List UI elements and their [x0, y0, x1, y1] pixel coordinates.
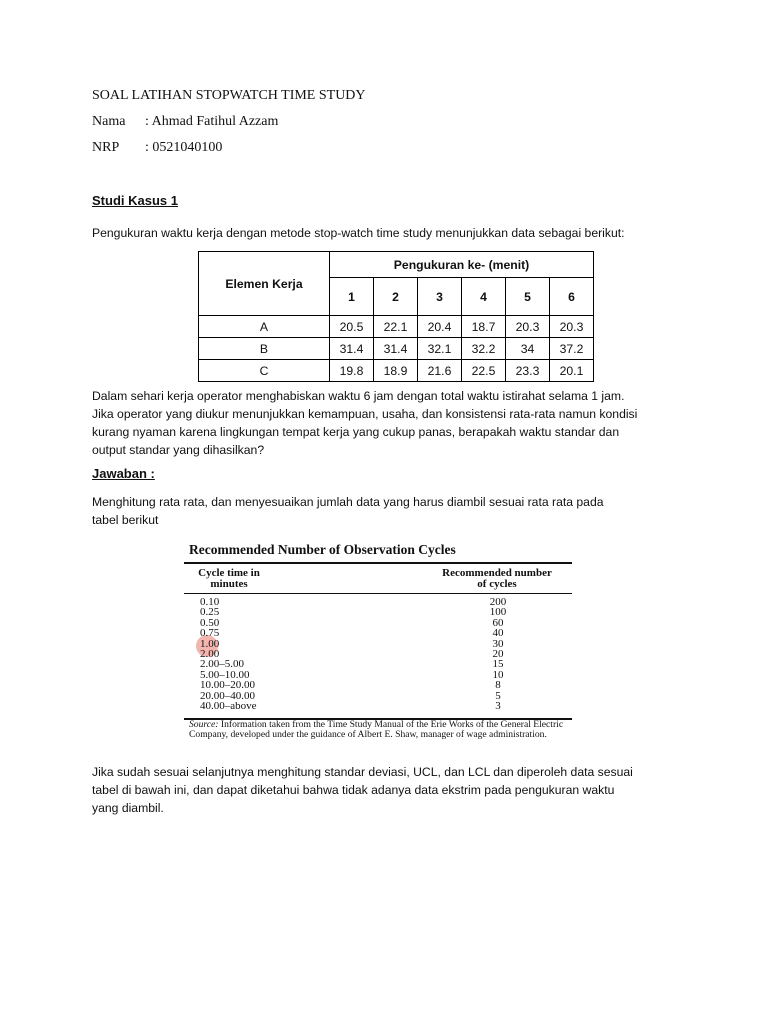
answer-line: yang diambil. — [92, 801, 164, 815]
list-item: 20 — [492, 648, 504, 661]
answer-line: tabel berikut — [92, 513, 159, 527]
question-paragraph — [92, 387, 668, 459]
row-label: B — [199, 338, 330, 360]
row-label: C — [199, 360, 330, 382]
source-text: Information taken from the Time Study Manual of the Erie Works of the General Electric Company, developed under the guidance of Albert E. Shaw, manager of wage administration. — [189, 719, 564, 741]
table-cell: 20.5 — [330, 316, 374, 338]
name-label: Nama — [92, 114, 126, 129]
reference-cycles — [482, 597, 514, 711]
question-line: kurang nyaman karena lingkungan tempat kerja yang cukup panas, berapakah waktu standar dan — [92, 425, 620, 439]
list-item: 3 — [495, 700, 501, 713]
list-item: 0.50 — [200, 616, 220, 629]
reference-title: Recommended Number of Observation Cycles — [189, 542, 456, 557]
column-header: 5 — [506, 278, 550, 316]
table-cell: 31.4 — [330, 338, 374, 360]
list-item: 15 — [492, 658, 504, 671]
column-header: 1 — [330, 278, 374, 316]
list-item: 1.00 — [200, 637, 220, 650]
list-item: 0.75 — [200, 627, 220, 640]
name-value: : Ahmad Fatihul Azzam — [145, 114, 279, 129]
list-item: 2.00 — [200, 648, 220, 661]
source-label: Source: — [189, 719, 219, 730]
answer-line: tabel di bawah ini, dan dapat diketahui bahwa tidak adanya data ekstrim pada pengukuran waktu — [92, 783, 615, 797]
answer-paragraph-2 — [92, 763, 668, 817]
reference-top-rule — [184, 562, 572, 564]
list-item: 8 — [495, 679, 501, 692]
reference-col1-header-line: Cycle time in — [198, 567, 260, 579]
table-row — [199, 316, 594, 338]
case-title: Studi Kasus 1 — [92, 193, 178, 208]
table-cell: 21.6 — [418, 360, 462, 382]
reference-header-rule — [184, 593, 572, 594]
reference-col1-header — [189, 568, 269, 590]
table-cell: 22.5 — [462, 360, 506, 382]
table-cell: 22.1 — [374, 316, 418, 338]
list-item: 40.00–above — [200, 700, 257, 713]
document-title: SOAL LATIHAN STOPWATCH TIME STUDY — [92, 88, 366, 103]
list-item: 0.25 — [200, 606, 220, 619]
table-cell: 23.3 — [506, 360, 550, 382]
nrp-line — [92, 139, 222, 157]
row-label: A — [199, 316, 330, 338]
table-cell: 20.3 — [550, 316, 594, 338]
column-header: 4 — [462, 278, 506, 316]
table-cell: 34 — [506, 338, 550, 360]
list-item: 5 — [495, 689, 501, 702]
nrp-value: : 0521040100 — [145, 140, 223, 155]
column-header: 6 — [550, 278, 594, 316]
answer-paragraph-1 — [92, 493, 668, 529]
list-item: 200 — [489, 596, 507, 608]
reference-col2-header-line: of cycles — [477, 578, 517, 590]
list-item: 5.00–10.00 — [200, 668, 250, 681]
list-item: 20.00–40.00 — [200, 689, 255, 702]
list-item: 10 — [492, 668, 504, 681]
table-cell: 20.4 — [418, 316, 462, 338]
column-header: 3 — [418, 278, 462, 316]
reference-col2-header-line: Recommended number — [442, 567, 552, 579]
answer-line: Jika sudah sesuai selanjutnya menghitung standar deviasi, UCL, dan LCL dan diperoleh data sesuai — [92, 765, 633, 779]
table-cell: 20.1 — [550, 360, 594, 382]
table-cell: 37.2 — [550, 338, 594, 360]
list-item: 40 — [492, 627, 504, 640]
measurement-table — [198, 251, 594, 382]
name-line — [92, 113, 278, 131]
question-line: Dalam sehari kerja operator menghabiskan waktu 6 jam dengan total waktu istirahat selama 1 jam. — [92, 389, 625, 403]
answer-title: Jawaban : — [92, 466, 155, 481]
table-row — [199, 338, 594, 360]
reference-source — [189, 720, 569, 741]
table-cell: 18.7 — [462, 316, 506, 338]
question-line: output standar yang dihasilkan? — [92, 443, 265, 457]
reference-col2-header — [422, 568, 572, 590]
question-line: Jika operator yang diukur menunjukkan kemampuan, usaha, dan konsistensi rata-rata namun kondisi — [92, 407, 638, 421]
table-cell: 20.3 — [506, 316, 550, 338]
nrp-label: NRP — [92, 140, 120, 155]
reference-col1-header-line: minutes — [210, 578, 248, 590]
list-item: 10.00–20.00 — [200, 679, 255, 692]
list-item: 60 — [492, 616, 504, 629]
table-cell: 19.8 — [330, 360, 374, 382]
list-item: 2.00–5.00 — [200, 658, 244, 671]
case-intro: Pengukuran waktu kerja dengan metode stop-watch time study menunjukkan data sebagai berikut: — [92, 226, 625, 240]
list-item: 30 — [492, 637, 504, 650]
group-header: Pengukuran ke- (menit) — [330, 252, 594, 278]
column-header: 2 — [374, 278, 418, 316]
element-header: Elemen Kerja — [199, 252, 330, 316]
table-cell: 32.2 — [462, 338, 506, 360]
list-item: 100 — [489, 606, 507, 619]
table-cell: 18.9 — [374, 360, 418, 382]
table-cell: 31.4 — [374, 338, 418, 360]
table-row — [199, 360, 594, 382]
reference-cycle-times — [200, 597, 257, 711]
observation-cycles-image — [184, 540, 574, 754]
list-item: 0.10 — [200, 596, 220, 608]
answer-line: Menghitung rata rata, dan menyesuaikan jumlah data yang harus diambil sesuai rata rata pada — [92, 495, 604, 509]
table-cell: 32.1 — [418, 338, 462, 360]
